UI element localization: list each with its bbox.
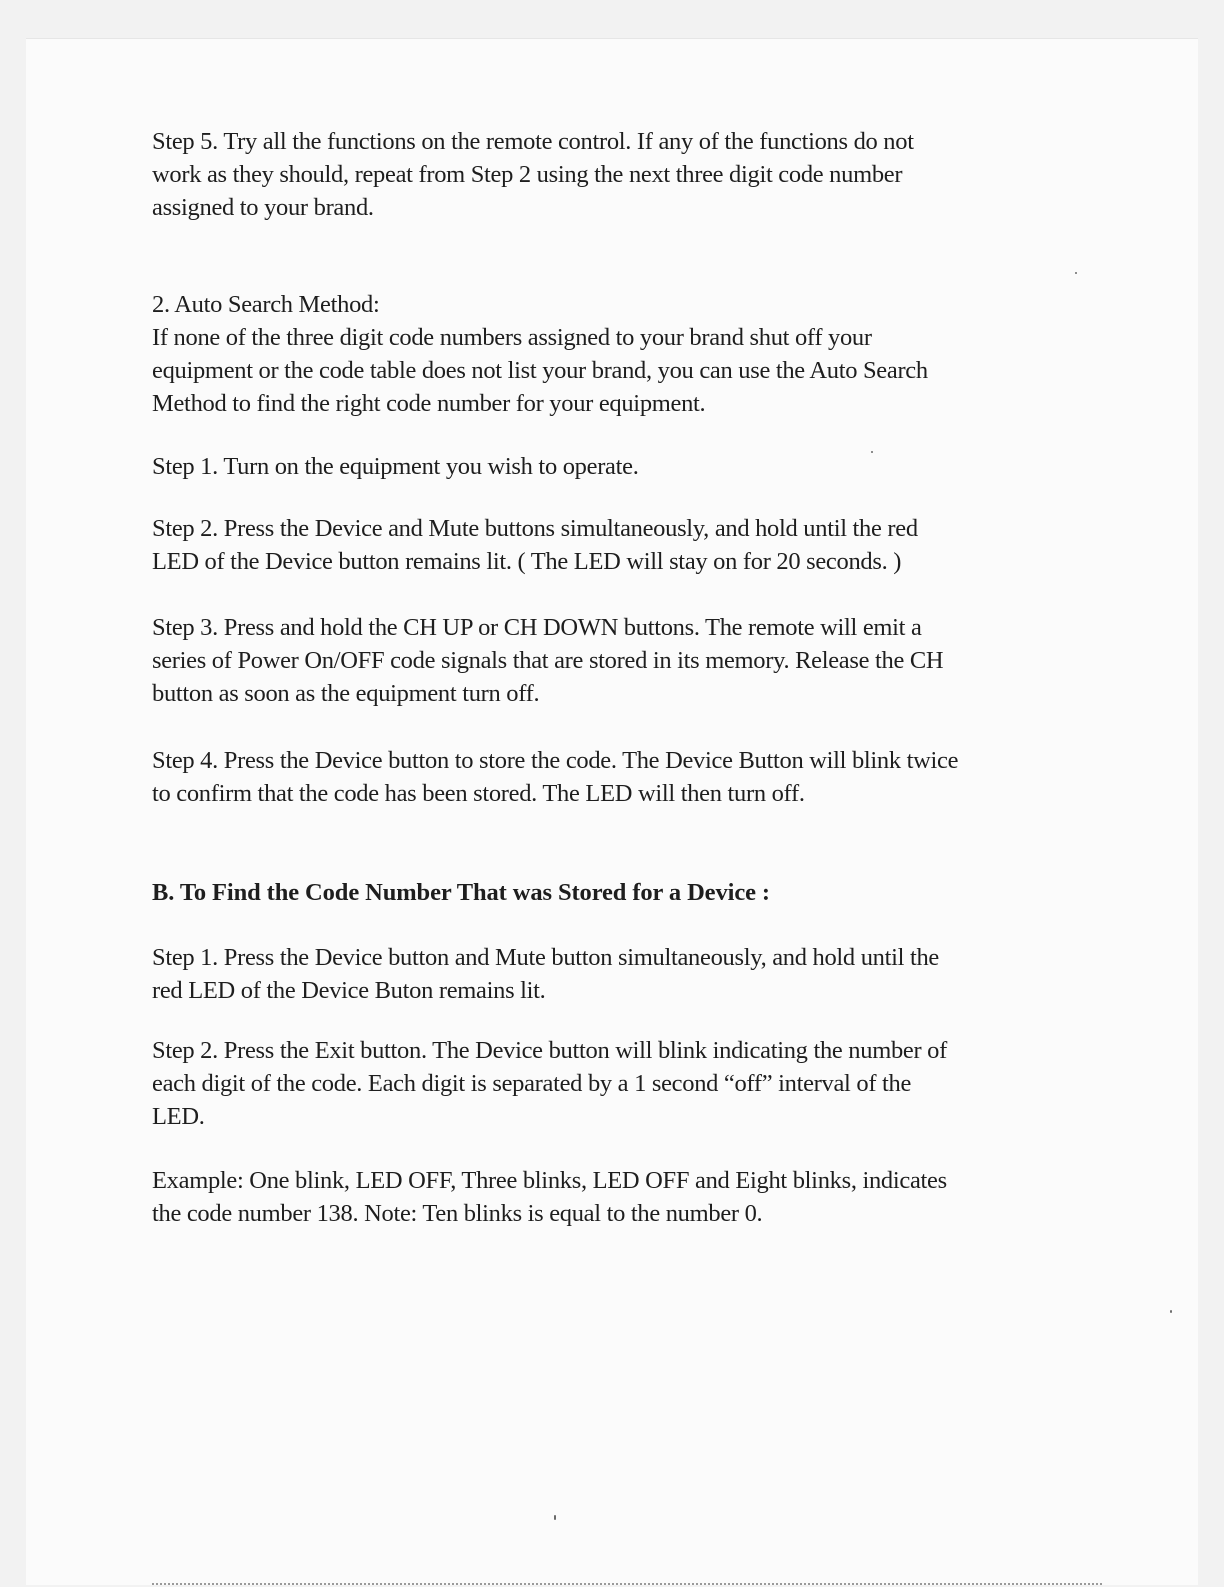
text-line: Step 5. Try all the functions on the remote control. If any of the functions do not bbox=[152, 128, 914, 155]
scan-speck bbox=[554, 1515, 556, 1520]
text-line: work as they should, repeat from Step 2 using the next three digit code number bbox=[152, 161, 903, 188]
text-line: Step 2. Press the Device and Mute buttons simultaneously, and hold until the red bbox=[152, 515, 918, 542]
example-paragraph bbox=[152, 1164, 1092, 1230]
auto-search-step3 bbox=[152, 611, 1092, 710]
scan-speck bbox=[1075, 272, 1077, 274]
text-line: Example: One blink, LED OFF, Three blinks, LED OFF and Eight blinks, indicates bbox=[152, 1167, 947, 1194]
text-line: each digit of the code. Each digit is separated by a 1 second “off” interval of the bbox=[152, 1070, 912, 1097]
section-title: 2. Auto Search Method: bbox=[152, 291, 380, 318]
step5-paragraph bbox=[152, 125, 1092, 224]
text-line: the code number 138. Note: Ten blinks is equal to the number 0. bbox=[152, 1200, 763, 1227]
text-line: red LED of the Device Buton remains lit. bbox=[152, 977, 546, 1004]
scanned-page bbox=[26, 38, 1198, 1585]
text-line: LED of the Device button remains lit. ( The LED will stay on for 20 seconds. ) bbox=[152, 548, 902, 575]
scan-speck bbox=[871, 451, 873, 453]
find-code-step2 bbox=[152, 1034, 1092, 1133]
text-line: Step 1. Turn on the equipment you wish to operate. bbox=[152, 453, 639, 480]
text-line: LED. bbox=[152, 1103, 205, 1130]
text-line: series of Power On/OFF code signals that are stored in its memory. Release the CH bbox=[152, 647, 944, 674]
text-line: to confirm that the code has been stored. The LED will then turn off. bbox=[152, 780, 805, 807]
auto-search-paragraph bbox=[152, 288, 1092, 420]
text-line: Method to find the right code number for your equipment. bbox=[152, 390, 706, 417]
text-line: button as soon as the equipment turn off. bbox=[152, 680, 540, 707]
find-code-step1 bbox=[152, 941, 1092, 1007]
text-line: Step 1. Press the Device button and Mute button simultaneously, and hold until the bbox=[152, 944, 939, 971]
auto-search-step2 bbox=[152, 512, 1092, 578]
text-line: assigned to your brand. bbox=[152, 194, 374, 221]
text-line: equipment or the code table does not list your brand, you can use the Auto Search bbox=[152, 357, 928, 384]
text-line: Step 2. Press the Exit button. The Device button will blink indicating the number of bbox=[152, 1037, 947, 1064]
auto-search-step1 bbox=[152, 450, 1092, 483]
text-line: If none of the three digit code numbers assigned to your brand shut off your bbox=[152, 324, 872, 351]
text-line: Step 3. Press and hold the CH UP or CH DOWN buttons. The remote will emit a bbox=[152, 614, 922, 641]
auto-search-step4 bbox=[152, 744, 1092, 810]
scan-speck bbox=[1170, 1310, 1172, 1313]
text-line: Step 4. Press the Device button to store the code. The Device Button will blink twice bbox=[152, 747, 959, 774]
section-b-heading: B. To Find the Code Number That was Stored for a Device : bbox=[152, 879, 770, 906]
